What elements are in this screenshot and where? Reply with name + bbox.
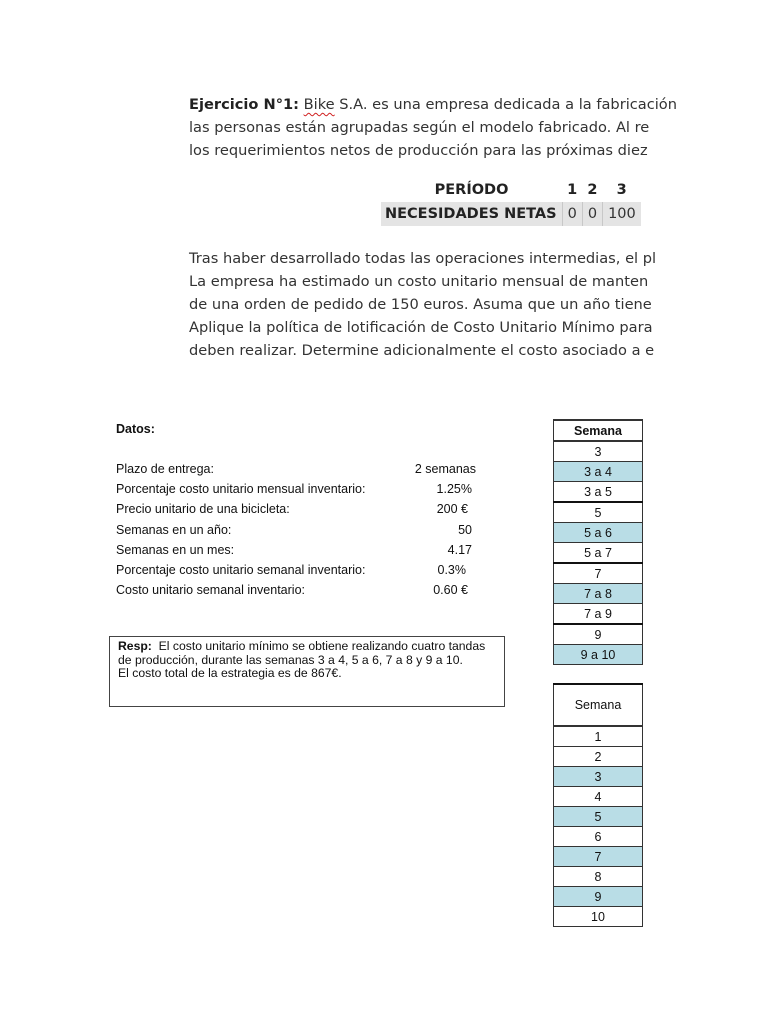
statement-line-1 [189,96,677,113]
datos-row [116,563,476,583]
net-needs-label: NECESIDADES NETAS [381,202,562,226]
paragraph-line: Aplique la política de lotificación de Costo Unitario Mínimo para [189,319,653,336]
semana-cell-highlight: 7 [554,847,643,867]
semana-cell-highlight: 5 a 6 [554,523,643,543]
paragraph-line: Tras haber desarrollado todas las operaciones intermedias, el pl [189,250,657,267]
semana-cell: 5 [554,502,643,523]
statement-line-1-rest: S.A. es una empresa dedicada a la fabricación [339,96,677,113]
semana-cell-highlight: 3 [554,767,643,787]
datos-row [116,482,476,502]
datos-label: Semanas en un mes: [116,543,235,557]
semana-cell: 6 [554,827,643,847]
period-table [381,178,641,226]
datos-value: 1.25% [436,482,472,496]
semana-cell: 10 [554,907,643,927]
semana-table-ranges [553,419,643,665]
datos-value: 4.17 [447,543,472,557]
datos-label: Porcentaje costo unitario mensual inventario: [116,482,366,496]
period-header-row [381,178,641,202]
net-needs-cell: 100 [603,202,641,226]
datos-label: Costo unitario semanal inventario: [116,583,305,597]
semana-cell: 1 [554,726,643,747]
datos-label: Plazo de entrega: [116,462,214,476]
semana-cell-highlight: 3 a 4 [554,462,643,482]
datos-row [116,502,476,522]
response-label: Resp: [118,639,152,653]
datos-label: Precio unitario de una bicicleta: [116,502,290,516]
datos-row [116,523,476,543]
datos-value: 2 semanas [414,462,476,476]
period-header-label: PERÍODO [434,182,509,198]
datos-row [116,543,476,563]
semana-table-weeks [553,683,643,927]
paragraph-line: deben realizar. Determine adicionalmente el costo asociado a e [189,342,655,359]
datos-value: 50 [458,523,472,537]
period-cell: 1 [567,182,578,198]
semana-header: Semana [554,684,643,726]
semana-cell: 2 [554,747,643,767]
net-needs-cell: 0 [582,202,602,226]
semana-cell: 8 [554,867,643,887]
semana-header: Semana [554,420,643,441]
statement-line-3: los requerimientos netos de producción para las próximas diez [189,142,648,159]
datos-row [116,462,476,482]
paragraph-line: de una orden de pedido de 150 euros. Asuma que un año tiene [189,296,652,313]
net-needs-row [381,202,641,226]
response-box [109,636,505,707]
datos-value: 200 € [436,502,468,516]
response-line-2: de producción, durante las semanas 3 a 4, 5 a 6, 7 a 8 y 9 a 10. [118,652,463,667]
response-text: El costo unitario mínimo se obtiene realizando cuatro tandas [158,639,486,653]
semana-cell-highlight: 5 [554,807,643,827]
net-needs-cell: 0 [562,202,582,226]
semana-cell: 3 [554,441,643,462]
datos-value: 0.60 € [433,583,468,597]
datos-row [116,583,476,603]
response-line-1 [118,640,496,654]
semana-cell: 5 a 7 [554,543,643,564]
semana-cell-highlight: 7 a 8 [554,584,643,604]
semana-cell: 7 [554,563,643,584]
semana-cell: 9 [554,624,643,645]
semana-cell: 3 a 5 [554,482,643,503]
datos-title: Datos: [116,422,155,436]
exercise-title: Ejercicio N°1: [189,96,299,113]
datos-label: Semanas en un año: [116,523,232,537]
semana-cell-highlight: 9 a 10 [554,645,643,665]
semana-cell-highlight: 9 [554,887,643,907]
statement-line-2: las personas están agrupadas según el modelo fabricado. Al re [189,119,650,136]
semana-cell: 7 a 9 [554,604,643,625]
datos-label: Porcentaje costo unitario semanal inventario: [116,563,366,577]
brand-name: Bike [303,96,335,113]
period-cell: 2 [587,182,598,198]
response-line-3: El costo total de la estrategia es de 867€. [118,666,342,680]
period-cell: 3 [616,182,627,198]
semana-cell: 4 [554,787,643,807]
paragraph-line: La empresa ha estimado un costo unitario mensual de manten [189,273,649,290]
datos-value: 0.3% [437,563,466,577]
